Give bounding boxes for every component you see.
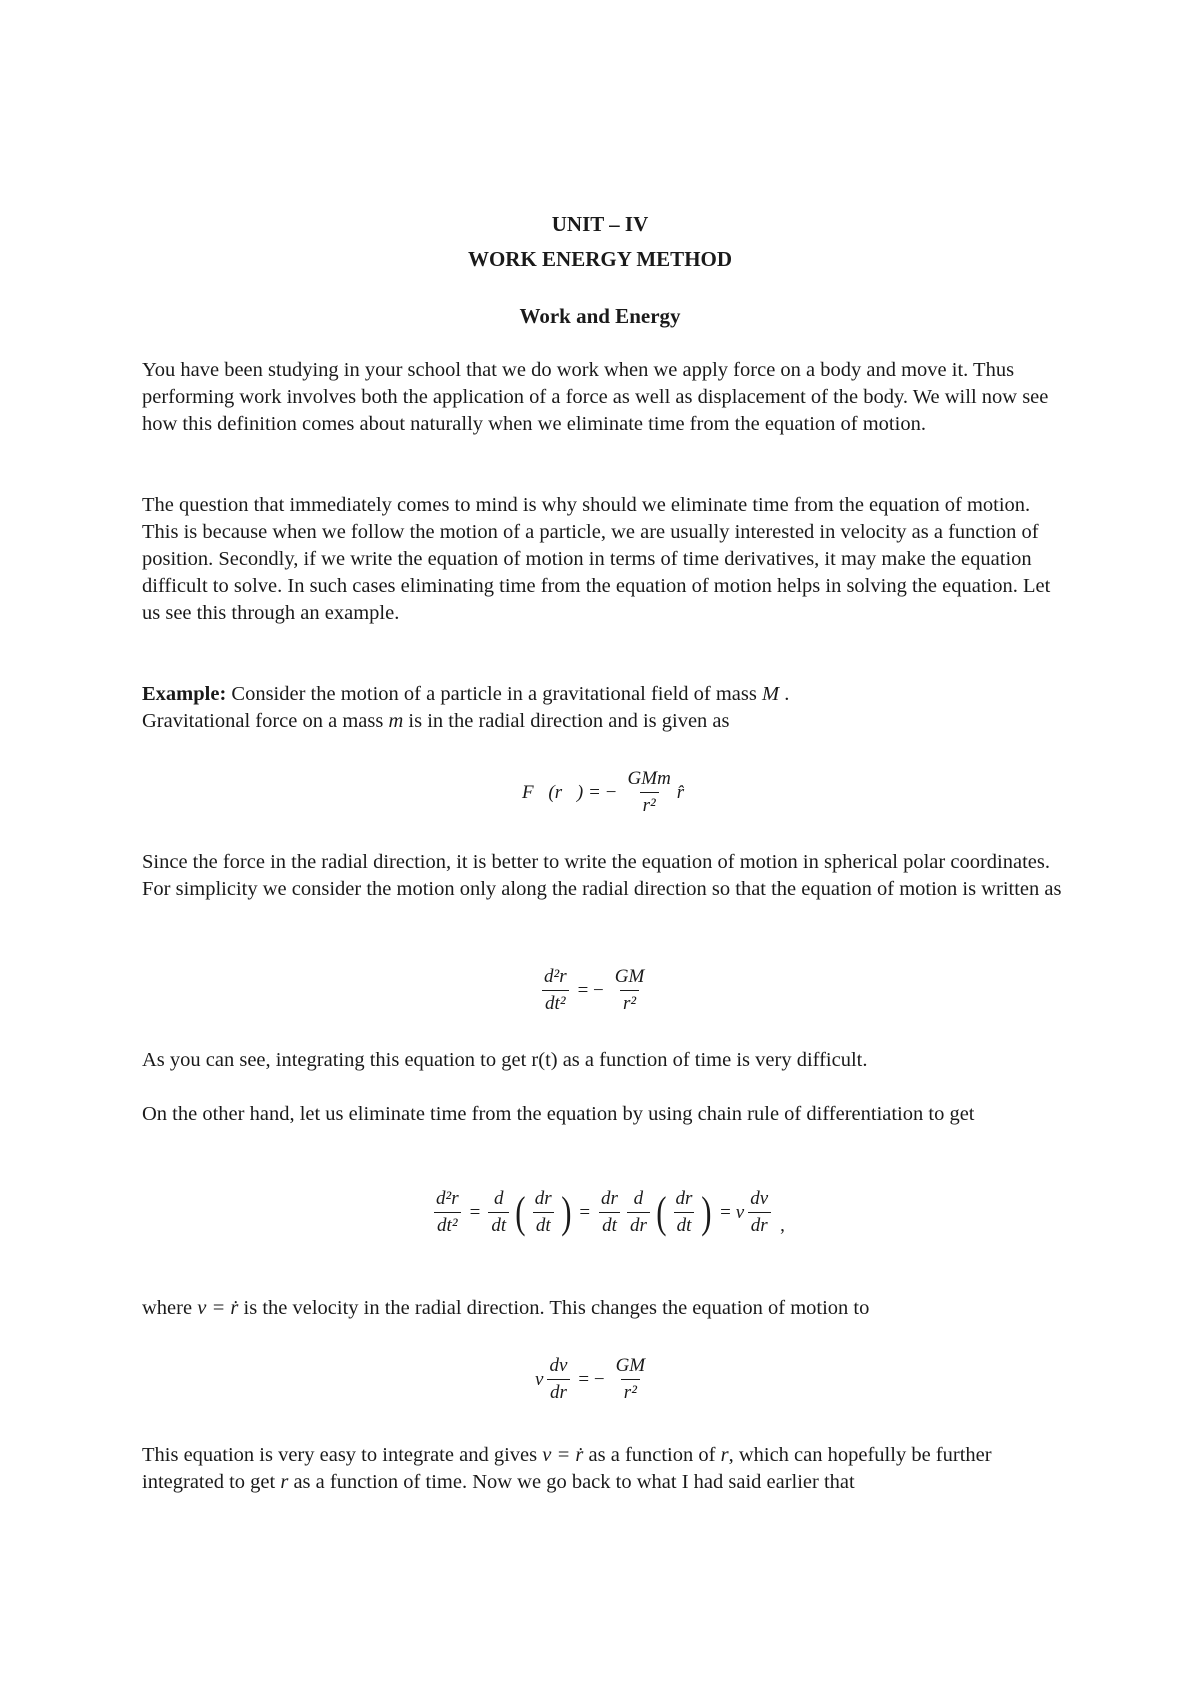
paragraph-difficult: As you can see, integrating this equation to get r(t) as a function of time is very difficult.	[142, 1049, 868, 1071]
force-lhs: F⃗(r⃗) =	[522, 781, 601, 803]
equation-final	[535, 1355, 651, 1404]
equation-motion	[538, 966, 650, 1015]
example-text: Consider the motion of a particle in a gravitational field of mass	[231, 683, 757, 705]
example-line2-a: Gravitational force on a mass	[142, 710, 384, 732]
chain-num-5: dv	[750, 1188, 769, 1209]
force-numerator: GMm	[627, 768, 671, 789]
eom-rhs-numerator: GM	[614, 966, 645, 987]
chain-frac-2	[488, 1188, 509, 1237]
final-lhs-fraction	[546, 1355, 570, 1404]
unit-heading: UNIT – IV	[551, 212, 649, 236]
example-line2-m: m	[388, 710, 404, 732]
paragraph-spherical: Since the force in the radial direction, it is better to write the equation of motion in spherical polar coordinates. For simplicity we consider the motion only along the radial direction so that the equation of motion is written as	[142, 851, 1062, 900]
paragraph-chain-rule: On the other hand, let us eliminate time from the equation by using chain rule of differentiation to get	[142, 1103, 975, 1125]
eom-numerator: d²r	[544, 966, 567, 987]
chain-paren-num-1: dr	[534, 1188, 552, 1209]
paragraph-example	[142, 681, 1067, 735]
final-rhs-numerator: GM	[615, 1355, 646, 1376]
chain-paren-den-2: dt	[674, 1212, 695, 1237]
paragraph-question: The question that immediately comes to mind is why should we eliminate time from the equation of motion. This is because when we follow the motion of a particle, we are usually interested in velocity as a function of position. Secondly, if we write the equation of motion in terms of time derivatives, it may make the equation difficult to solve. In such cases eliminating time from the equation of motion helps in solving the equation. Let us see this through an example.	[142, 494, 1051, 624]
chain-num-3: dr	[601, 1188, 618, 1209]
integrate-r2: r	[280, 1471, 289, 1493]
chain-frac-paren-1	[532, 1188, 555, 1237]
integrate-r: r	[720, 1444, 729, 1466]
eom-denominator: dt²	[542, 990, 568, 1015]
chain-den-2: dt	[488, 1212, 509, 1237]
force-fraction	[625, 768, 674, 817]
chain-den-3: dt	[599, 1212, 620, 1237]
paragraph-integrate	[142, 1442, 1067, 1496]
chain-frac-4	[627, 1188, 650, 1237]
integrate-math: v = ṙ	[542, 1444, 584, 1466]
chain-frac-1	[433, 1188, 462, 1237]
paragraph-intro: You have been studying in your school that we do work when we apply force on a body and move it. Thus performing work involves both the application of a force as well as displacement of the body. We will now see how this definition comes about naturally when we eliminate time from the equation of motion.	[142, 359, 1049, 435]
force-denominator: r²	[640, 792, 659, 817]
chain-frac-paren-2	[673, 1188, 696, 1237]
eom-lhs-fraction	[541, 966, 570, 1015]
chain-paren-num-2: dr	[675, 1188, 693, 1209]
velocity-text-b: is the velocity in the radial direction. This changes the equation of motion to	[243, 1297, 870, 1319]
chain-paren-den-1: dt	[533, 1212, 554, 1237]
final-rhs-denominator: r²	[621, 1379, 640, 1404]
chain-den-5: dr	[748, 1212, 771, 1237]
example-mass: M	[761, 683, 780, 705]
eom-equals: = −	[577, 979, 604, 1001]
paragraph-velocity	[142, 1295, 1067, 1322]
chain-comma: ,	[780, 1215, 785, 1236]
integrate-text-d: as a function of time. Now we go back to what I had said earlier that	[293, 1471, 855, 1493]
chain-frac-3	[598, 1188, 621, 1237]
final-equals: = −	[578, 1368, 605, 1390]
example-end: .	[784, 683, 790, 705]
force-minus: −	[605, 781, 617, 803]
final-denominator: dr	[547, 1379, 570, 1404]
example-line2-b: is in the radial direction and is given as	[408, 710, 730, 732]
velocity-math: v = ṙ	[197, 1297, 239, 1319]
equation-chain-rule: $\frac{\text{d²r}}{\text{dt²}}$ = $\frac{d}{dt}$ ( $\frac{dr}{dt}$ ) = $\frac{dr}{dt}$ $\frac{d}{dr}$ ( $\frac{dr}{dt}$ ) = v $\frac{dv}{dr}$ ,	[430, 1188, 785, 1237]
eom-rhs-denominator: r²	[620, 990, 639, 1015]
section-heading: Work and Energy	[519, 304, 681, 328]
integrate-text-c: , which can hopefully be further integrated to get	[142, 1444, 992, 1493]
final-rhs-fraction	[613, 1355, 649, 1404]
final-velocity: v	[535, 1368, 544, 1390]
velocity-text-a: where	[142, 1297, 193, 1319]
chain-num-4: d	[633, 1188, 644, 1209]
equation-force	[522, 768, 684, 817]
force-unit-vector: r̂	[676, 781, 685, 803]
chain-den-4: dr	[627, 1212, 650, 1237]
page-title: WORK ENERGY METHOD	[467, 247, 733, 271]
integrate-text-a: This equation is very easy to integrate and gives	[142, 1444, 538, 1466]
eom-rhs-fraction	[612, 966, 648, 1015]
integrate-text-b: as a function of	[588, 1444, 716, 1466]
chain-velocity: v	[735, 1201, 745, 1223]
chain-num-2: d	[493, 1188, 504, 1209]
final-numerator: dv	[549, 1355, 568, 1376]
chain-den-1: dt²	[434, 1212, 460, 1237]
chain-num-1: d²r	[436, 1188, 459, 1209]
chain-frac-5	[747, 1188, 771, 1237]
example-label: Example:	[142, 683, 227, 705]
